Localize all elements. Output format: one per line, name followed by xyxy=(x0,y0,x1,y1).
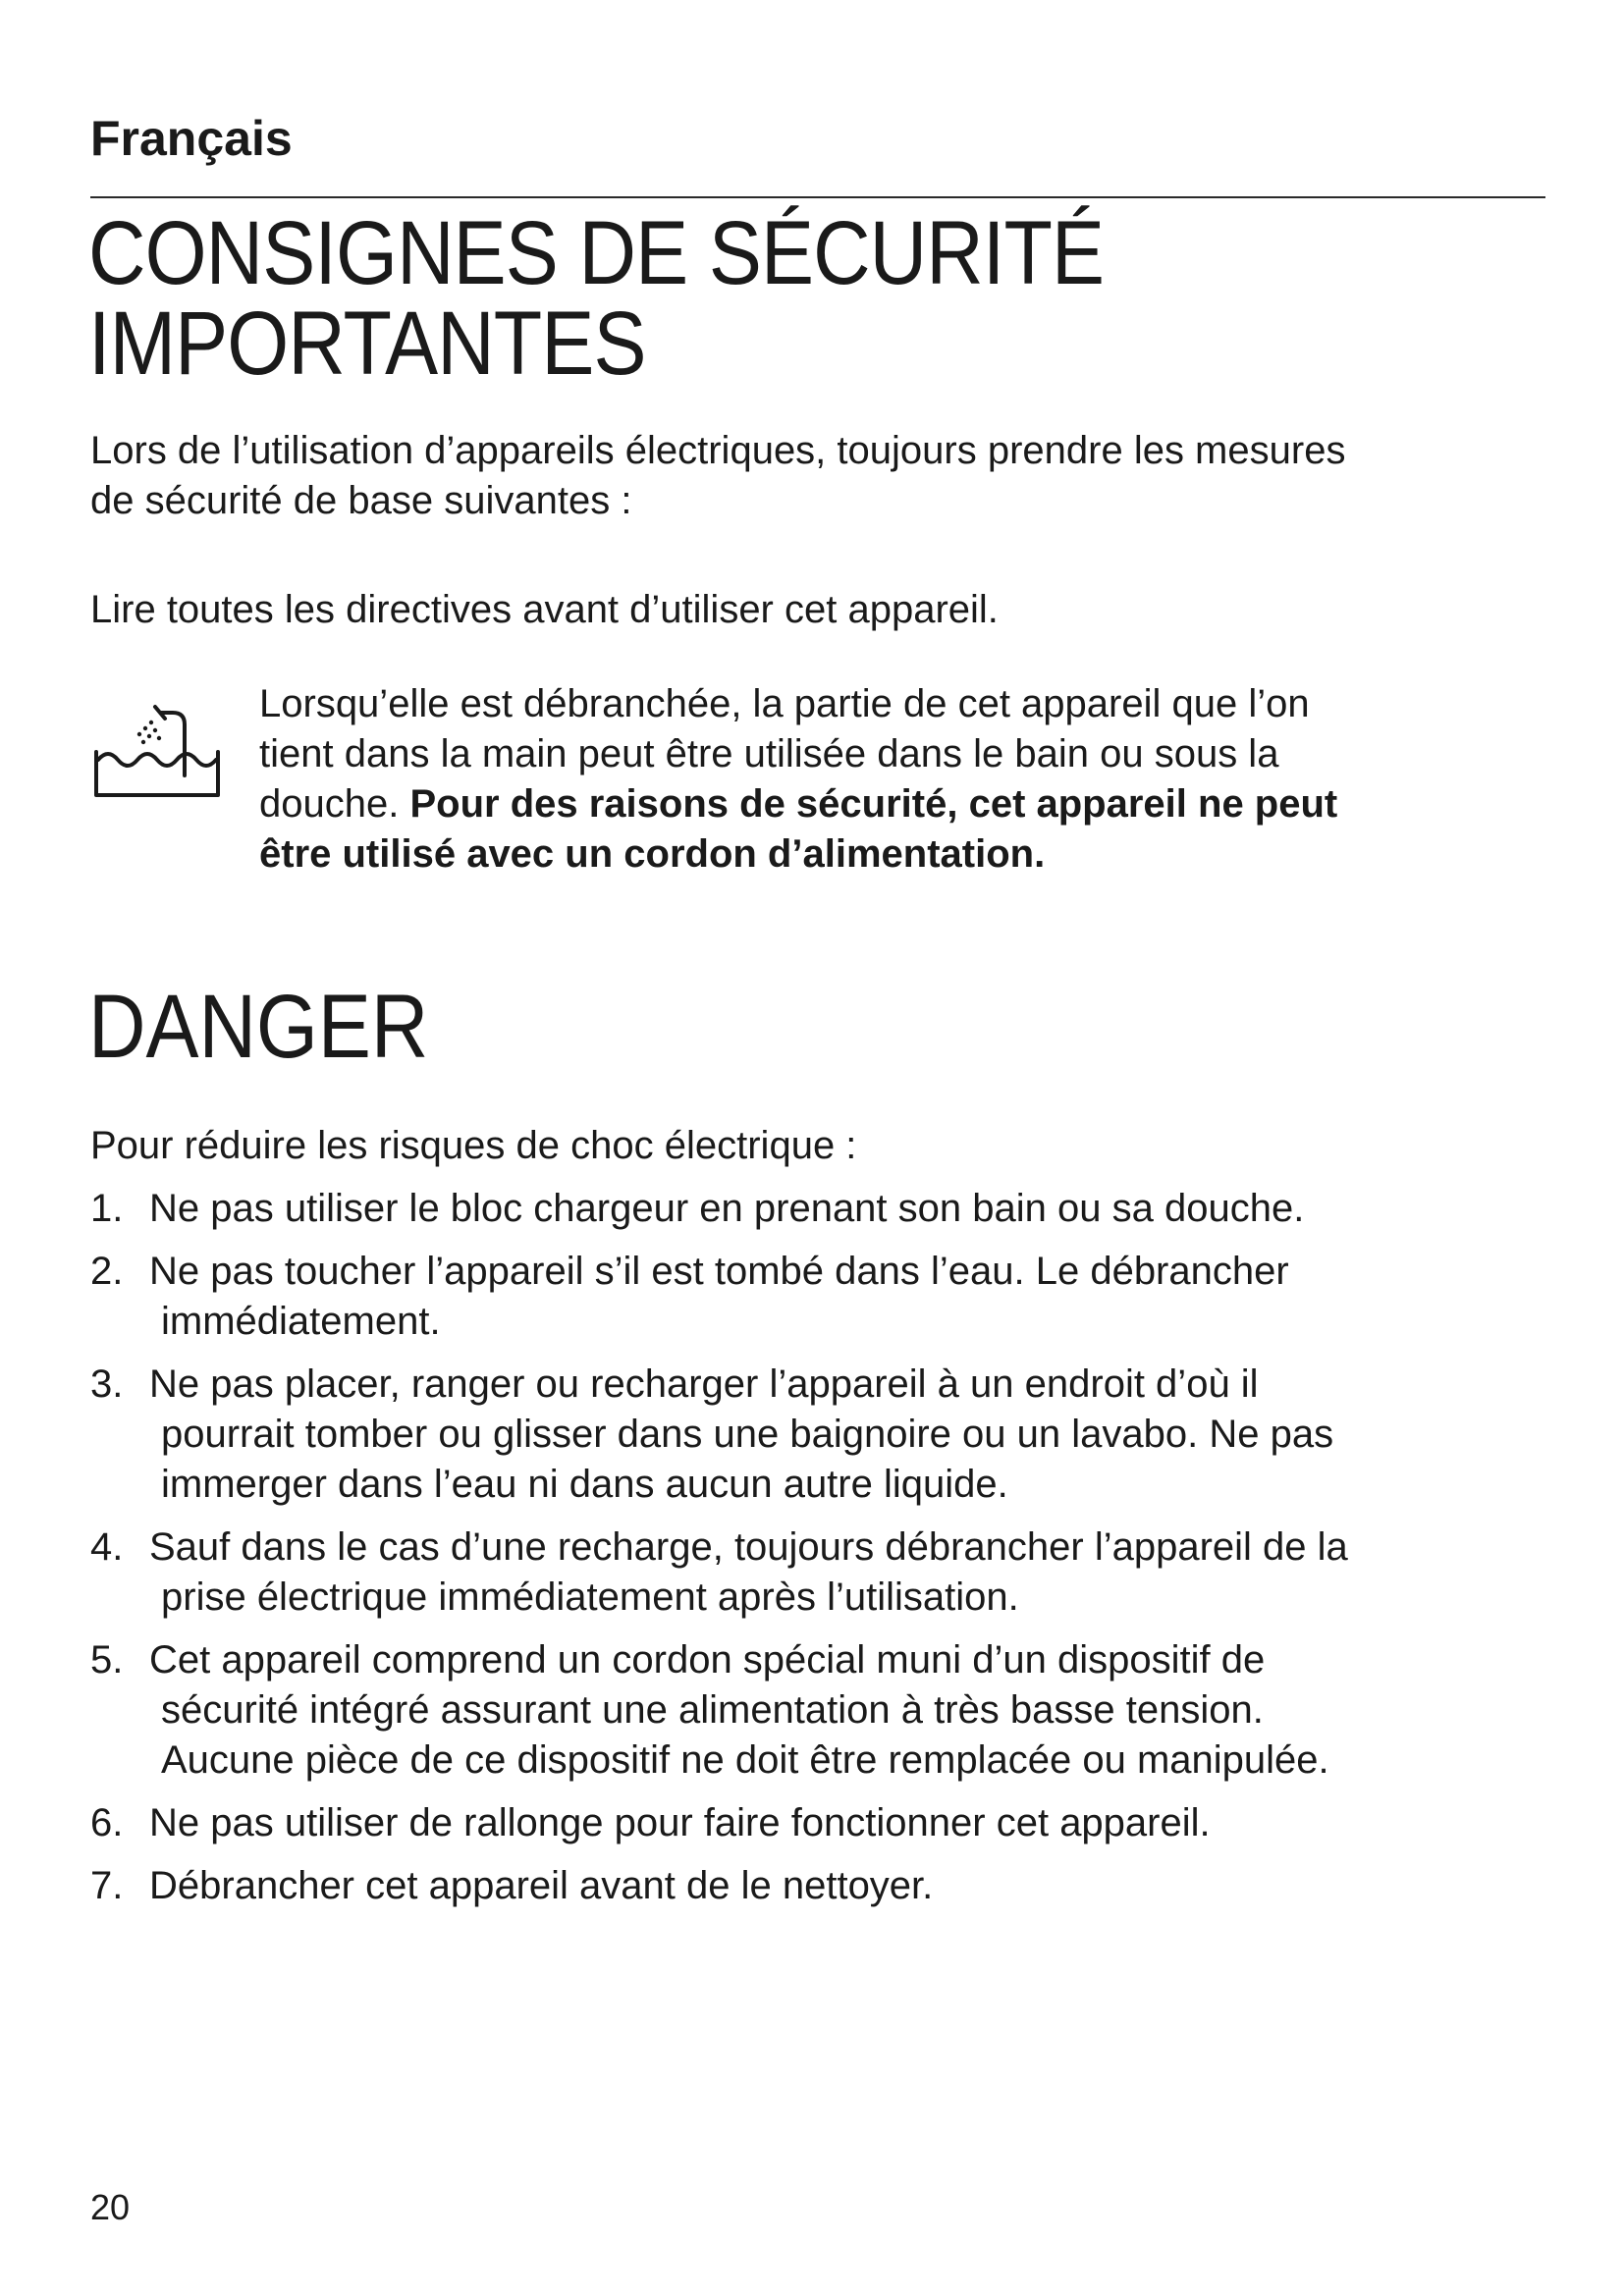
list-item-line: Sauf dans le cas d’une recharge, toujours débrancher l’appareil de la xyxy=(149,1525,1348,1569)
bath-warning-line4-bold: être utilisé avec un cordon d’alimentation. xyxy=(259,832,1046,876)
list-item xyxy=(90,1635,1563,1786)
intro-line2: de sécurité de base suivantes : xyxy=(90,479,632,522)
list-item-line: immédiatement. xyxy=(161,1300,441,1343)
list-item-line: Ne pas placer, ranger ou recharger l’appareil à un endroit d’où il xyxy=(149,1362,1259,1406)
list-item-number: 2. xyxy=(90,1250,124,1293)
list-item-number: 7. xyxy=(90,1864,124,1907)
bath-warning-line3-bold: Pour des raisons de sécurité, cet appareil ne peut xyxy=(409,782,1338,826)
list-item-line: Débrancher cet appareil avant de le nettoyer. xyxy=(149,1864,934,1907)
danger-heading: DANGER xyxy=(88,977,429,1077)
language-label: Français xyxy=(90,111,293,166)
list-item-line: Ne pas utiliser de rallonge pour faire fonctionner cet appareil. xyxy=(149,1801,1211,1844)
danger-list xyxy=(90,1184,1563,1924)
list-item-number: 5. xyxy=(90,1638,124,1682)
bath-warning-line3 xyxy=(259,779,1536,829)
list-item xyxy=(90,1861,1563,1911)
bath-warning-paragraph xyxy=(259,679,1536,880)
page-title xyxy=(88,203,1105,394)
intro-line1: Lors de l’utilisation d’appareils électriques, toujours prendre les mesures xyxy=(90,429,1346,472)
list-item-number: 1. xyxy=(90,1187,124,1230)
list-item-number: 6. xyxy=(90,1801,124,1844)
list-item-line: pourrait tomber ou glisser dans une baignoire ou un lavabo. Ne pas xyxy=(161,1413,1334,1456)
list-item-line: Ne pas toucher l’appareil s’il est tombé dans l’eau. Le débrancher xyxy=(149,1250,1289,1293)
list-item-number: 3. xyxy=(90,1362,124,1406)
list-item xyxy=(90,1184,1563,1234)
bath-shower-icon xyxy=(90,697,228,805)
read-all-instructions: Lire toutes les directives avant d’utiliser cet appareil. xyxy=(90,588,999,631)
list-item xyxy=(90,1798,1563,1848)
list-item-line: Ne pas utiliser le bloc chargeur en prenant son bain ou sa douche. xyxy=(149,1187,1305,1230)
list-item-line: prise électrique immédiatement après l’utilisation. xyxy=(161,1575,1019,1619)
list-item-line: Cet appareil comprend un cordon spécial muni d’un dispositif de xyxy=(149,1638,1266,1682)
list-item-line: immerger dans l’eau ni dans aucun autre liquide. xyxy=(161,1463,1008,1506)
danger-intro: Pour réduire les risques de choc électrique : xyxy=(90,1124,857,1167)
bath-warning-line4 xyxy=(259,829,1536,880)
header-divider xyxy=(90,196,1545,198)
intro-paragraph xyxy=(90,426,1563,526)
list-item-line: sécurité intégré assurant une alimentation à très basse tension. xyxy=(161,1688,1264,1732)
bath-warning-line3-normal: douche. xyxy=(259,782,400,826)
bath-warning-line1: Lorsqu’elle est débranchée, la partie de cet appareil que l’on xyxy=(259,682,1310,725)
page-number: 20 xyxy=(90,2187,131,2227)
list-item xyxy=(90,1360,1563,1510)
list-item xyxy=(90,1522,1563,1623)
page-title-line1: CONSIGNES DE SÉCURITÉ xyxy=(88,203,1105,303)
list-item-number: 4. xyxy=(90,1525,124,1569)
list-item xyxy=(90,1247,1563,1347)
list-item-line: Aucune pièce de ce dispositif ne doit être remplacée ou manipulée. xyxy=(161,1738,1329,1782)
page-title-line2: IMPORTANTES xyxy=(88,294,646,394)
bath-warning-line2: tient dans la main peut être utilisée dans le bain ou sous la xyxy=(259,732,1279,775)
